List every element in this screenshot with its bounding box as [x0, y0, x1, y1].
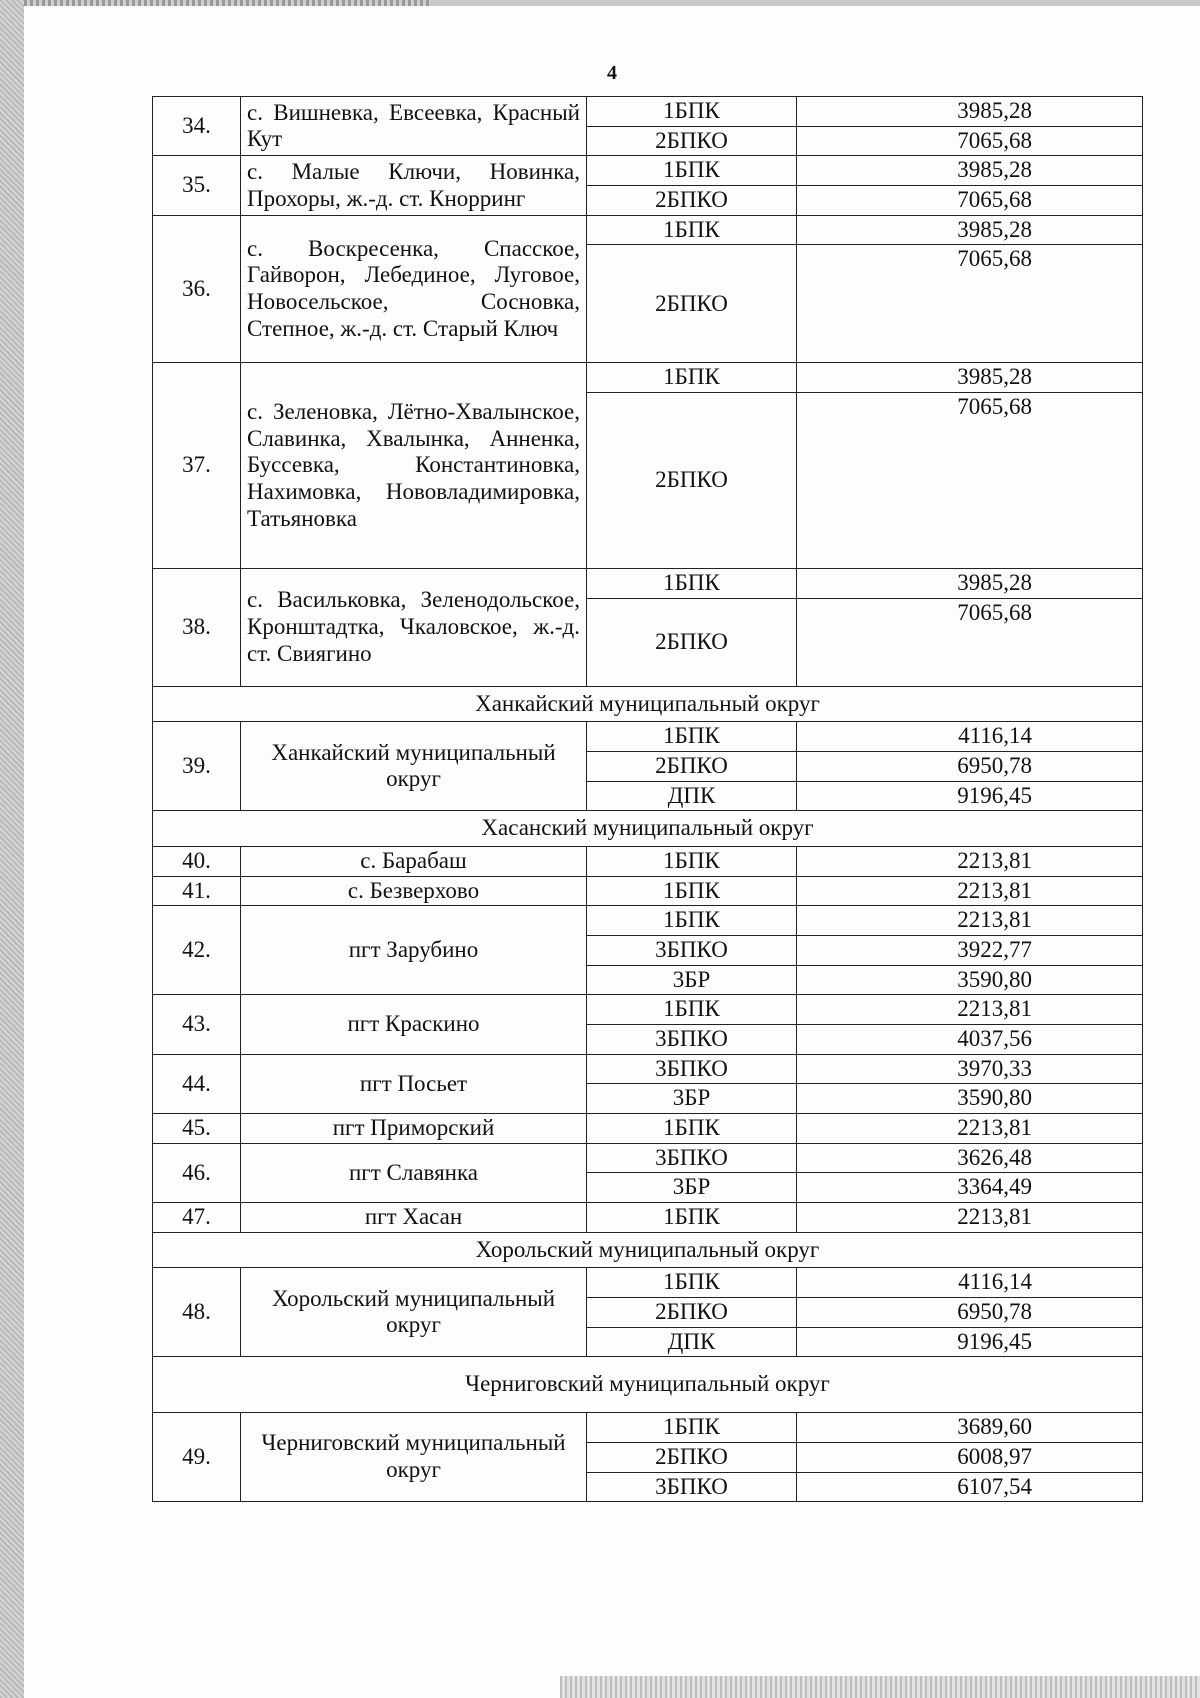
row-number: 36.: [153, 215, 241, 363]
facility-type: 1БПК: [587, 156, 797, 186]
settlement-name: пгт Приморский: [241, 1114, 587, 1144]
facility-type: 3БПКО: [587, 1054, 797, 1084]
row-number: 43.: [153, 995, 241, 1054]
row-number: 46.: [153, 1143, 241, 1202]
scan-left-edge: [0, 0, 24, 1698]
settlement-name: Ханкайский муниципальный округ: [241, 722, 587, 811]
facility-type: 1БПК: [587, 569, 797, 599]
tariff-value: 3689,60: [797, 1413, 1143, 1443]
settlement-name: с. Безверхово: [241, 876, 587, 906]
section-row: [153, 686, 1143, 722]
settlement-name: с. Зеленовка, Лётно-Хвалынское, Славинка, Хвалынка, Анненка, Буссевка, Константиновка, Нахимовка, Нововладимировка, Татьяновка: [241, 363, 587, 569]
facility-type: 1БПК: [587, 847, 797, 877]
tariff-value: 3985,28: [797, 156, 1143, 186]
tariff-value: 7065,68: [797, 598, 1143, 686]
tariff-value: 7065,68: [797, 126, 1143, 156]
settlement-name: с. Барабаш: [241, 847, 587, 877]
table-row: [153, 97, 1143, 127]
facility-type: 1БПК: [587, 363, 797, 393]
settlement-name: с. Воскресенка, Спасское, Гайворон, Лебединое, Луговое, Новосельское, Сосновка, Степное, ж.-д. ст. Старый Ключ: [241, 215, 587, 363]
facility-type: 2БПКО: [587, 126, 797, 156]
table-row: [153, 876, 1143, 906]
table-row: [153, 1143, 1143, 1173]
tariff-value: 6008,97: [797, 1442, 1143, 1472]
row-number: 40.: [153, 847, 241, 877]
tariff-value: 2213,81: [797, 995, 1143, 1025]
table-row: [153, 995, 1143, 1025]
row-number: 42.: [153, 906, 241, 995]
facility-type: 3БР: [587, 965, 797, 995]
settlement-name: Хорольский муниципальный округ: [241, 1268, 587, 1357]
facility-type: 1БПК: [587, 1203, 797, 1233]
row-number: 35.: [153, 156, 241, 215]
facility-type: 1БПК: [587, 995, 797, 1025]
table-row: [153, 363, 1143, 393]
table-row: [153, 156, 1143, 186]
tariff-value: 3922,77: [797, 936, 1143, 966]
settlement-name: с. Малые Ключи, Новинка, Прохоры, ж.-д. ст. Кнорринг: [241, 156, 587, 215]
section-row: [153, 1232, 1143, 1268]
row-number: 38.: [153, 569, 241, 687]
row-number: 49.: [153, 1413, 241, 1502]
facility-type: 1БПК: [587, 1413, 797, 1443]
document-page: [24, 6, 1200, 1698]
facility-type: ДПК: [587, 1327, 797, 1357]
section-heading: Ханкайский муниципальный округ: [153, 686, 1143, 722]
section-row: [153, 811, 1143, 847]
row-number: 37.: [153, 363, 241, 569]
facility-type: 1БПК: [587, 1268, 797, 1298]
settlement-name: пгт Хасан: [241, 1203, 587, 1233]
settlement-name: пгт Краскино: [241, 995, 587, 1054]
row-number: 48.: [153, 1268, 241, 1357]
table-row: [153, 569, 1143, 599]
tariff-value: 7065,68: [797, 393, 1143, 569]
tariff-value: 2213,81: [797, 1114, 1143, 1144]
tariff-value: 3985,28: [797, 363, 1143, 393]
settlement-name: пгт Посьет: [241, 1054, 587, 1113]
facility-type: 1БПК: [587, 876, 797, 906]
table-row: [153, 1054, 1143, 1084]
tariff-value: 3590,80: [797, 965, 1143, 995]
facility-type: 2БПКО: [587, 598, 797, 686]
facility-type: 3БПКО: [587, 1025, 797, 1055]
facility-type: 2БПКО: [587, 393, 797, 569]
section-row: [153, 1357, 1143, 1413]
table-row: [153, 847, 1143, 877]
tariff-value: 3985,28: [797, 97, 1143, 127]
tariff-value: 3626,48: [797, 1143, 1143, 1173]
tariff-value: 7065,68: [797, 186, 1143, 216]
tariff-value: 3985,28: [797, 215, 1143, 245]
tariff-value: 6950,78: [797, 752, 1143, 782]
tariff-value: 4037,56: [797, 1025, 1143, 1055]
tariff-value: 2213,81: [797, 876, 1143, 906]
tariff-value: 6107,54: [797, 1472, 1143, 1502]
tariff-value: 3364,49: [797, 1173, 1143, 1203]
facility-type: 2БПКО: [587, 1442, 797, 1472]
facility-type: 3БР: [587, 1173, 797, 1203]
tariff-value: 4116,14: [797, 722, 1143, 752]
row-number: 34.: [153, 97, 241, 156]
tariff-value: 6950,78: [797, 1298, 1143, 1328]
scan-bottom-edge: [560, 1676, 1200, 1698]
settlement-name: пгт Зарубино: [241, 906, 587, 995]
tariff-value: 9196,45: [797, 781, 1143, 811]
tariff-value: 2213,81: [797, 906, 1143, 936]
facility-type: 1БПК: [587, 1114, 797, 1144]
facility-type: 2БПКО: [587, 245, 797, 363]
table-row: [153, 1114, 1143, 1144]
section-heading: Черниговский муниципальный округ: [153, 1357, 1143, 1413]
tariff-value: 3985,28: [797, 569, 1143, 599]
facility-type: 1БПК: [587, 722, 797, 752]
tariff-value: 3970,33: [797, 1054, 1143, 1084]
table-row: [153, 722, 1143, 752]
facility-type: 1БПК: [587, 97, 797, 127]
facility-type: 3БПКО: [587, 1472, 797, 1502]
settlement-name: пгт Славянка: [241, 1143, 587, 1202]
facility-type: 2БПКО: [587, 1298, 797, 1328]
row-number: 44.: [153, 1054, 241, 1113]
row-number: 41.: [153, 876, 241, 906]
settlement-name: с. Вишневка, Евсеевка, Красный Кут: [241, 97, 587, 156]
tariff-value: 4116,14: [797, 1268, 1143, 1298]
table-row: [153, 906, 1143, 936]
facility-type: 2БПКО: [587, 186, 797, 216]
section-heading: Хасанский муниципальный округ: [153, 811, 1143, 847]
row-number: 47.: [153, 1203, 241, 1233]
table-row: [153, 215, 1143, 245]
settlement-name: с. Васильковка, Зеленодольское, Кронштадтка, Чкаловское, ж.-д. ст. Свиягино: [241, 569, 587, 687]
table-row: [153, 1203, 1143, 1233]
facility-type: 1БПК: [587, 906, 797, 936]
settlement-name: Черниговский муниципальный округ: [241, 1413, 587, 1502]
tariff-value: 9196,45: [797, 1327, 1143, 1357]
tariff-value: 2213,81: [797, 847, 1143, 877]
tariff-value: 2213,81: [797, 1203, 1143, 1233]
tariff-table: [152, 96, 1143, 1502]
row-number: 39.: [153, 722, 241, 811]
facility-type: 3БПКО: [587, 1143, 797, 1173]
facility-type: 3БПКО: [587, 936, 797, 966]
tariff-value: 3590,80: [797, 1084, 1143, 1114]
facility-type: ДПК: [587, 781, 797, 811]
facility-type: 3БР: [587, 1084, 797, 1114]
facility-type: 2БПКО: [587, 752, 797, 782]
table-row: [153, 1268, 1143, 1298]
table-row: [153, 1413, 1143, 1443]
section-heading: Хорольский муниципальный округ: [153, 1232, 1143, 1268]
page-number: 4: [607, 62, 617, 84]
tariff-value: 7065,68: [797, 245, 1143, 363]
row-number: 45.: [153, 1114, 241, 1144]
facility-type: 1БПК: [587, 215, 797, 245]
